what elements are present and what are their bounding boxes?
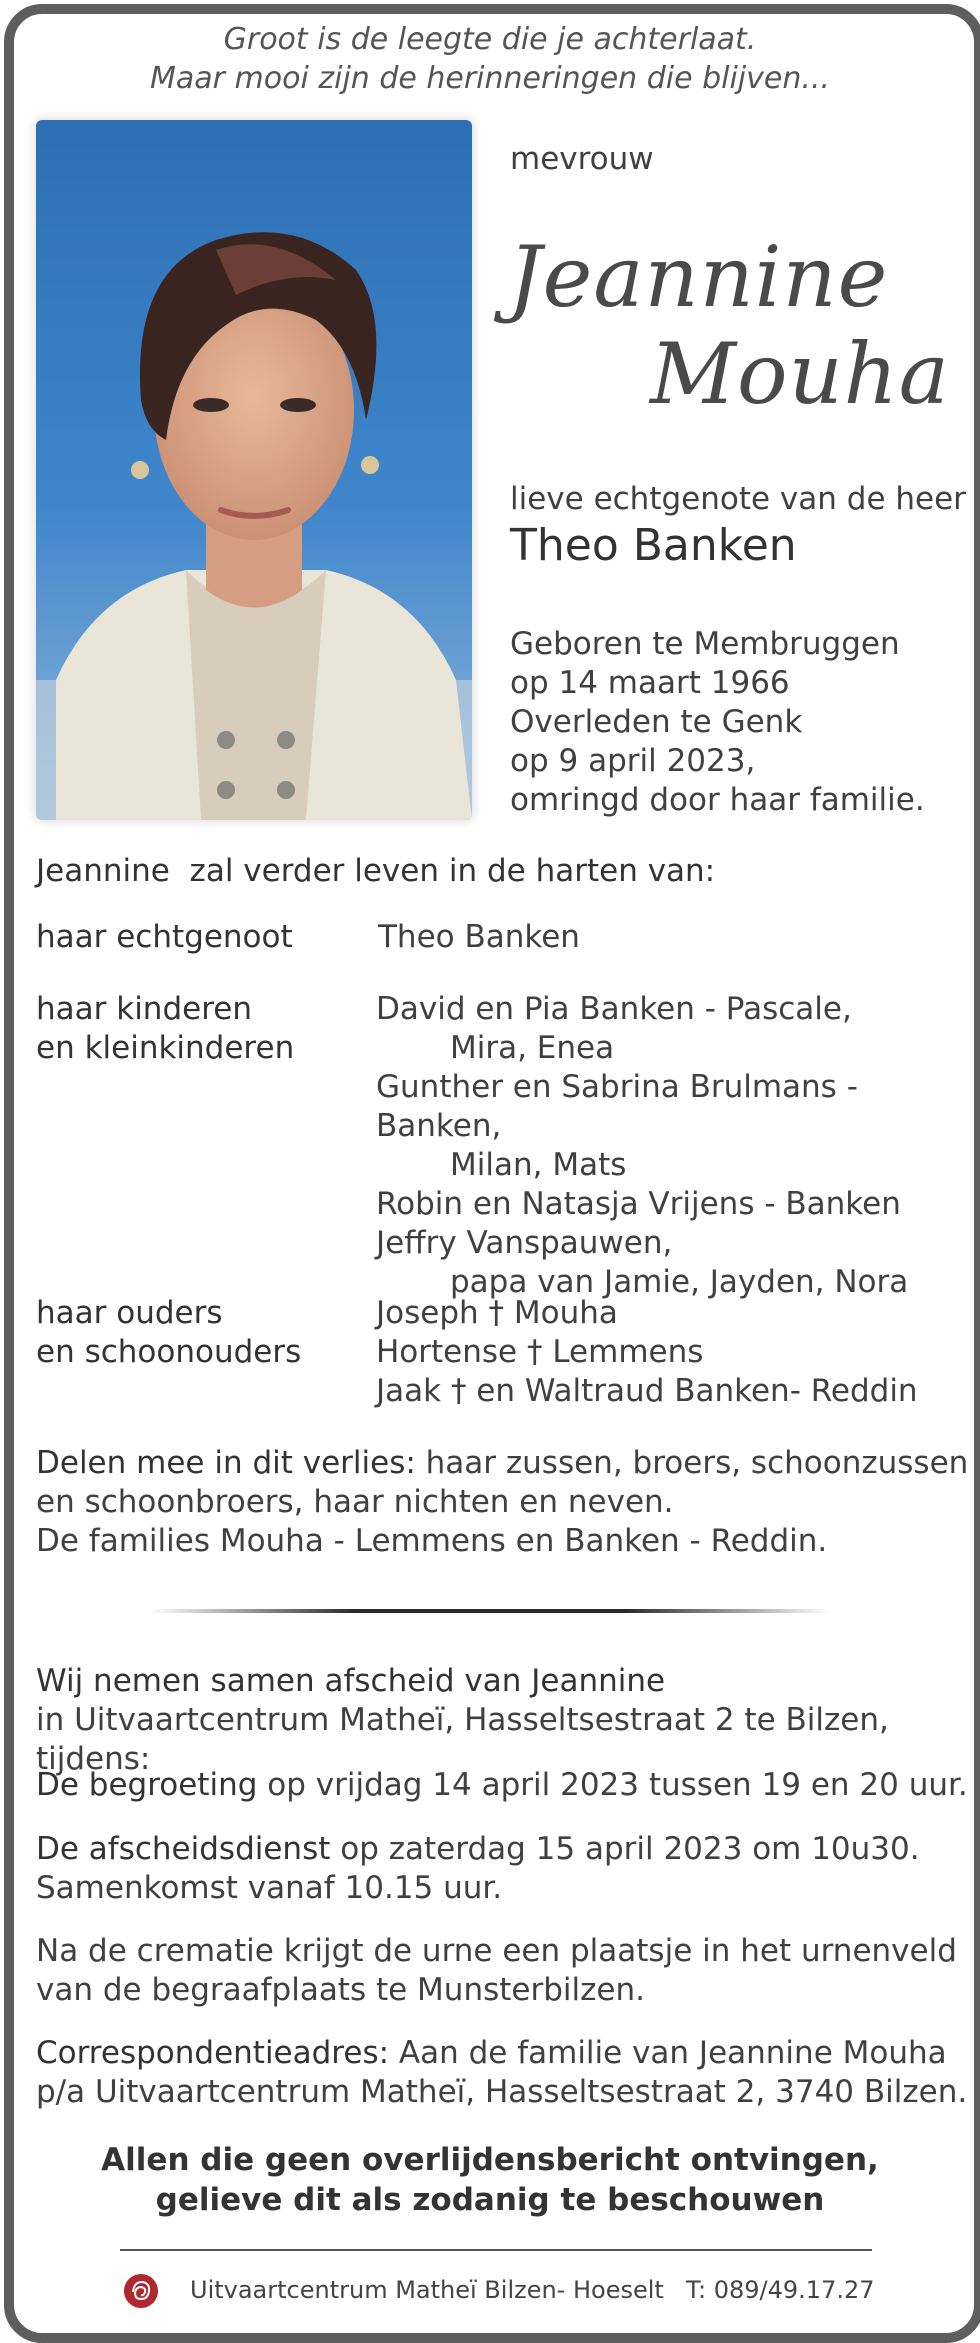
- parents-label-line-1: haar ouders: [36, 1295, 223, 1331]
- share-loss-label: Delen mee in dit verlies:: [36, 1445, 416, 1481]
- portrait-photo: [36, 120, 472, 820]
- children-entry: Gunther en Sabrina Brulmans - Banken,: [376, 1069, 858, 1144]
- cremation-line-1: Na de crematie krijgt de urne een plaatsje in het urnenveld: [36, 1933, 957, 1969]
- lives-on-heading: Jeannine zal verder leven in de harten van:: [36, 853, 716, 889]
- birth-line-2: op 14 maart 1966: [510, 665, 790, 701]
- cremation-line-2: van de begraafplaats te Munsterbilzen.: [36, 1972, 645, 2008]
- service-block: [36, 1830, 920, 1908]
- parents-label: [36, 1294, 301, 1372]
- share-loss-text-1: haar zussen, broers, schoonzussen: [415, 1445, 969, 1481]
- death-line-2: op 9 april 2023,: [510, 743, 756, 779]
- spouse-label: haar echtgenoot: [36, 919, 293, 955]
- children-entry: Milan, Mats: [450, 1147, 627, 1183]
- footer-phone: T: 089/49.17.27: [686, 2276, 875, 2304]
- birth-line-1: Geboren te Membruggen: [510, 626, 900, 662]
- farewell-line-1: Wij nemen samen afscheid van Jeannine: [36, 1663, 666, 1699]
- farewell-line-2: in Uitvaartcentrum Matheï, Hasseltsestraat 2 te Bilzen, tijdens:: [36, 1702, 889, 1777]
- spouse-intro: lieve echtgenote van de heer: [510, 481, 966, 517]
- address-text-1: Aan de familie van Jeannine Mouha: [389, 2035, 947, 2071]
- cremation-block: [36, 1932, 957, 2010]
- children-label-line-2: en kleinkinderen: [36, 1030, 295, 1066]
- parents-label-line-2: en schoonouders: [36, 1334, 302, 1370]
- address-label: Correspondentieadres:: [36, 2035, 390, 2071]
- parents-entry: Joseph † Mouha: [376, 1295, 618, 1331]
- death-line-3: omringd door haar familie.: [510, 782, 925, 818]
- address-block: [36, 2034, 967, 2112]
- children-label-line-1: haar kinderen: [36, 991, 252, 1027]
- service-label: De afscheidsdienst: [36, 1831, 331, 1867]
- spouse-value: Theo Banken: [378, 919, 580, 955]
- children-entry: Mira, Enea: [450, 1030, 615, 1066]
- share-loss-block: [36, 1444, 968, 1561]
- address-text-2: p/a Uitvaartcentrum Matheï, Hasseltsestraat 2, 3740 Bilzen.: [36, 2074, 968, 2110]
- last-name: Mouha: [650, 325, 950, 423]
- children-entry: David en Pia Banken - Pascale,: [376, 991, 852, 1027]
- parents-entry: Hortense † Lemmens: [376, 1334, 704, 1370]
- service-text: op zaterdag 15 april 2023 om 10u30.: [330, 1831, 920, 1867]
- quote-line-1: Groot is de leegte die je achterlaat.: [223, 22, 757, 57]
- notice-line-1: Allen die geen overlijdensbericht ontvingen,: [101, 2142, 879, 2178]
- greeting-label: De begroeting: [36, 1767, 258, 1803]
- quote-line-2: Maar mooi zijn de herinneringen die blijven...: [150, 61, 830, 96]
- greeting-text: op vrijdag 14 april 2023 tussen 19 en 20 uur.: [257, 1767, 968, 1803]
- footer-divider: [120, 2249, 872, 2251]
- service-line-2: Samenkomst vanaf 10.15 uur.: [36, 1870, 503, 1906]
- footer-company: Uitvaartcentrum Matheï Bilzen- Hoeselt: [190, 2276, 664, 2304]
- children-entry: Jeffry Vanspauwen,: [376, 1225, 673, 1261]
- greeting-line: [36, 1766, 968, 1805]
- children-label: [36, 990, 294, 1068]
- first-name: Jeannine: [508, 228, 889, 326]
- children-entry: papa van Jamie, Jayden, Nora: [450, 1264, 909, 1300]
- section-divider: [150, 1609, 830, 1613]
- share-loss-text-3: De families Mouha - Lemmens en Banken - Reddin.: [36, 1523, 828, 1559]
- death-line-1: Overleden te Genk: [510, 704, 803, 740]
- parents-entry: Jaak † en Waltraud Banken- Reddin: [376, 1373, 918, 1409]
- birth-death-block: [510, 625, 925, 820]
- spouse-name: Theo Banken: [510, 520, 797, 571]
- parents-list: [376, 1294, 918, 1411]
- rose-logo-icon: [122, 2272, 160, 2310]
- title-prefix: mevrouw: [510, 141, 654, 177]
- children-list: [376, 990, 980, 1302]
- children-entry: Robin en Natasja Vrijens - Banken: [376, 1186, 901, 1222]
- notice-line-2: gelieve dit als zodanig te beschouwen: [155, 2182, 825, 2218]
- share-loss-text-2: en schoonbroers, haar nichten en neven.: [36, 1484, 674, 1520]
